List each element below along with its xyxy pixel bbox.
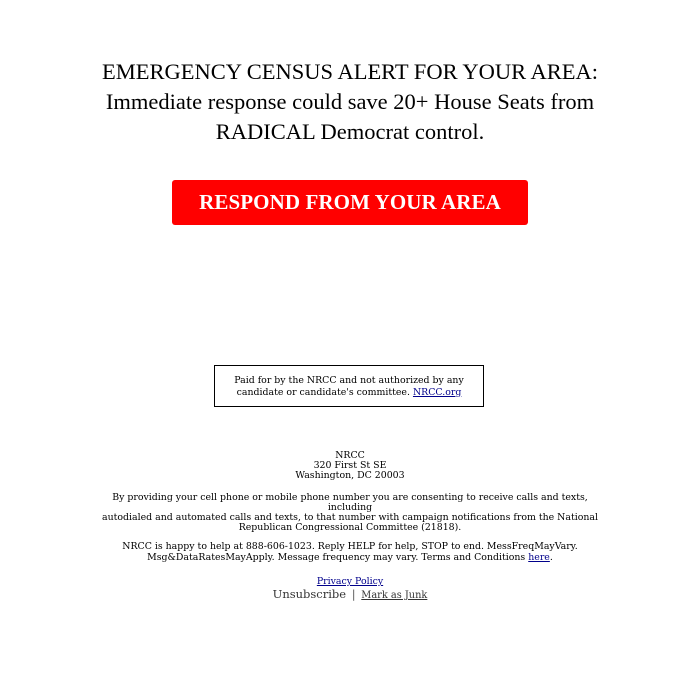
disclaimer-line-2 xyxy=(215,387,483,399)
respond-button[interactable]: RESPOND FROM YOUR AREA xyxy=(172,180,528,225)
org-name: NRCC xyxy=(335,450,365,461)
unsubscribe-row xyxy=(90,588,610,602)
disclaimer-line-1: Paid for by the NRCC and not authorized by any xyxy=(234,375,464,386)
help-text: Msg&DataRatesMayApply. Message frequency may vary. Terms and Conditions xyxy=(147,551,529,563)
headline-line-3: RADICAL Democrat control. xyxy=(215,119,485,144)
separator: | xyxy=(351,587,356,602)
help-line-2 xyxy=(90,553,610,563)
mailing-address xyxy=(90,451,610,482)
consent-line-2: autodialed and automated calls and texts, to that number with campaign notifications from the National xyxy=(101,512,599,524)
help-notice xyxy=(90,542,610,562)
consent-line-1: By providing your cell phone or mobile phone number you are consenting to receive calls and texts, including xyxy=(112,491,588,513)
sms-consent-notice xyxy=(90,493,610,534)
terms-here-link[interactable]: here xyxy=(528,551,550,563)
alert-headline xyxy=(40,57,660,147)
city-state-zip: Washington, DC 20003 xyxy=(295,470,405,482)
headline-line-2: Immediate response could save 20+ House Seats from xyxy=(105,89,595,114)
help-line-1: NRCC is happy to help at 888-606-1023. Reply HELP for help, STOP to end. MessFreqMayVary. xyxy=(122,541,578,553)
privacy-policy-link[interactable]: Privacy Policy xyxy=(316,575,384,587)
consent-line-3: Republican Congressional Committee (21818). xyxy=(238,522,462,534)
street-address: 320 First St SE xyxy=(313,460,387,472)
disclaimer-text: candidate or candidate's committee. xyxy=(236,386,413,398)
email-footer xyxy=(90,451,610,602)
mark-as-junk-link[interactable]: Mark as Junk xyxy=(361,590,428,602)
nrcc-org-link[interactable]: NRCC.org xyxy=(412,386,462,398)
unsubscribe-text[interactable]: Unsubscribe xyxy=(272,587,347,602)
paid-for-disclaimer xyxy=(214,365,484,407)
headline-line-1: EMERGENCY CENSUS ALERT FOR YOUR AREA: xyxy=(102,59,598,84)
help-period: . xyxy=(549,551,553,563)
